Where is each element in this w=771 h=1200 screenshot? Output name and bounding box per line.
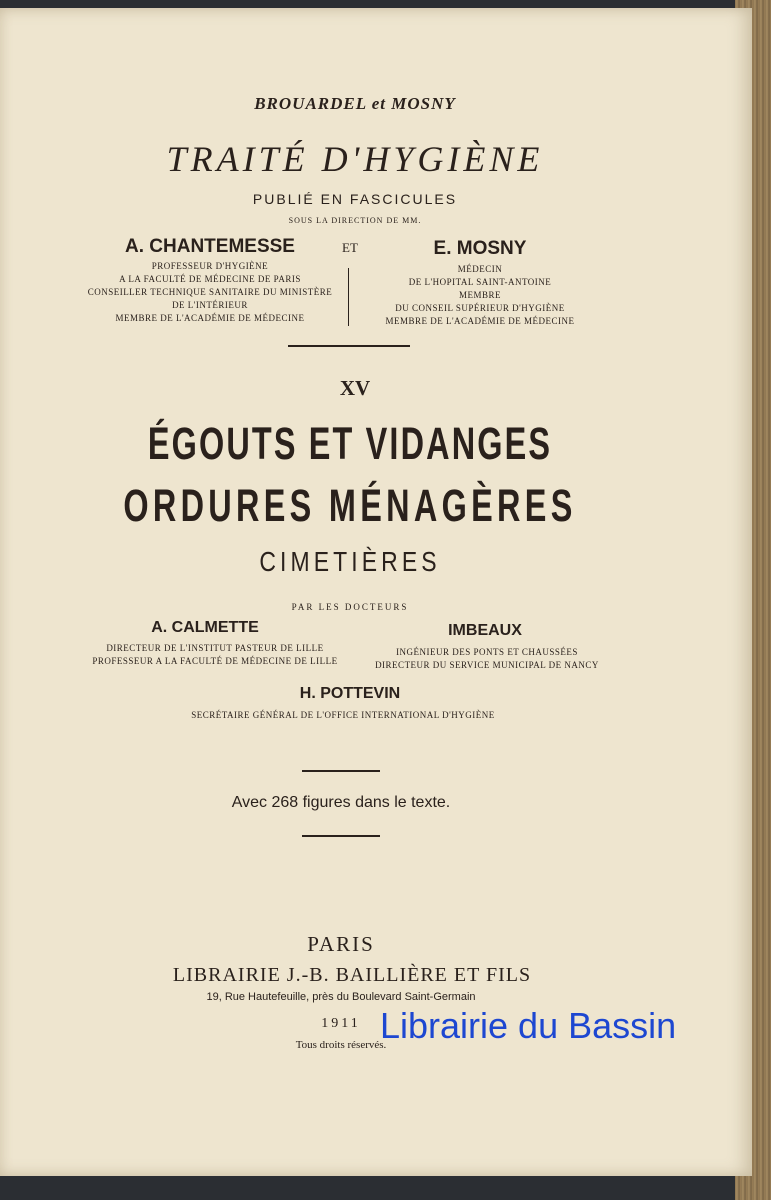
credential-line: MEMBRE DE L'ACADÉMIE DE MÉDECINE [115, 313, 305, 323]
author-credentials-calmette [60, 642, 370, 668]
imprint-year: 1911 [321, 1016, 361, 1031]
credential-line: PROFESSEUR D'HYGIÈNE [151, 261, 269, 271]
credential-line: DIRECTEUR DU SERVICE MUNICIPAL DE NANCY [375, 660, 599, 670]
divider-rule [302, 835, 380, 837]
author-name-pottevin: H. POTTEVIN [299, 685, 401, 702]
credential-line: A LA FACULTÉ DE MÉDECINE DE PARIS [119, 274, 301, 284]
credential-line: PROFESSEUR A LA FACULTÉ DE MÉDECINE DE LILLE [92, 656, 338, 666]
author-credentials-imbeaux [352, 646, 622, 672]
series-authors: BROUARDEL et MOSNY [254, 94, 456, 113]
title-page [0, 8, 752, 1176]
divider-rule [288, 345, 410, 347]
authors-intro: PAR LES DOCTEURS [291, 602, 409, 612]
credential-line: DE L'INTÉRIEUR [172, 300, 248, 310]
author-name-calmette: A. CALMETTE [151, 619, 259, 636]
credential-line: DIRECTEUR DE L'INSTITUT PASTEUR DE LILLE [106, 643, 324, 653]
credential-line: DU CONSEIL SUPÉRIEUR D'HYGIÈNE [395, 303, 565, 313]
director-name-mosny: E. MOSNY [433, 238, 527, 259]
imprint-rights: Tous droits réservés. [295, 1039, 387, 1051]
direction-line: SOUS LA DIRECTION DE MM. [288, 216, 422, 225]
director-conjunction: ET [342, 240, 358, 255]
figures-note: Avec 268 figures dans le texte. [231, 794, 451, 811]
credential-line: INGÉNIEUR DES PONTS ET CHAUSSÉES [396, 647, 578, 657]
volume-title-line-2: ORDURES MÉNAGÈRES [123, 480, 577, 531]
credential-line: CONSEILLER TECHNIQUE SANITAIRE DU MINISTÈRE [87, 287, 333, 297]
imprint-publisher: LIBRAIRIE J.-B. BAILLIÈRE ET FILS [172, 964, 532, 986]
watermark-text: Librairie du Bassin [380, 1005, 677, 1046]
imprint-address: 19, Rue Hautefeuille, près du Boulevard Saint-Germain [206, 991, 476, 1003]
credential-line: MEMBRE [458, 290, 501, 300]
credential-line: MÉDECIN [457, 264, 503, 274]
imprint-city: PARIS [307, 932, 375, 956]
volume-number: XV [339, 376, 371, 400]
publication-line: PUBLIÉ EN FASCICULES [252, 191, 458, 207]
author-credential-pottevin: SECRÉTAIRE GÉNÉRAL DE L'OFFICE INTERNATIONAL D'HYGIÈNE [191, 710, 495, 720]
series-title: TRAITÉ D'HYGIÈNE [166, 139, 544, 179]
director-divider [348, 268, 349, 326]
director-credentials-chantemesse [60, 260, 360, 325]
volume-title-line-1: ÉGOUTS ET VIDANGES [147, 418, 553, 469]
credential-line: DE L'HOPITAL SAINT-ANTOINE [408, 277, 552, 287]
author-name-imbeaux: IMBEAUX [448, 622, 522, 639]
director-name-chantemesse: A. CHANTEMESSE [125, 236, 295, 257]
credential-line: MEMBRE DE L'ACADÉMIE DE MÉDECINE [385, 316, 575, 326]
divider-rule [302, 770, 380, 772]
volume-title-line-3: CIMETIÈRES [259, 546, 441, 577]
director-credentials-mosny [380, 263, 580, 328]
